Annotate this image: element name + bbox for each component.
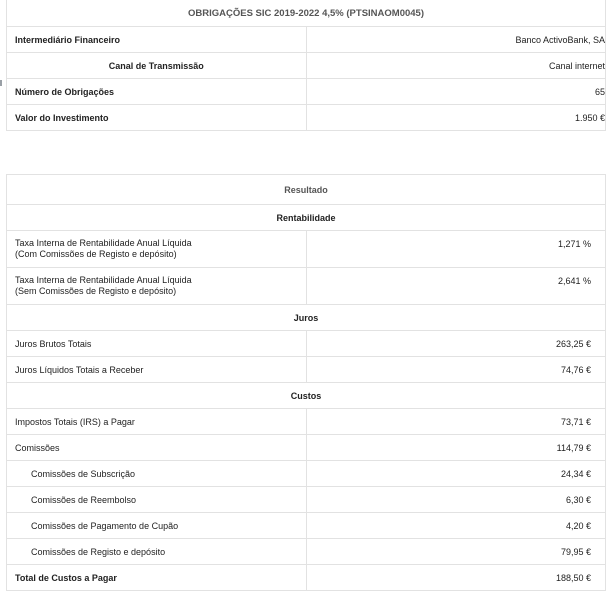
tir-with-fees-value: 1,271 % [306,231,606,268]
section-heading-rentabilidade: Rentabilidade [7,205,606,231]
subscription-fee-label: Comissões de Subscrição [7,461,307,487]
table-row [7,105,606,131]
summary-label-bond-count: Número de Obrigações [7,79,307,105]
tir-without-fees-label [7,268,307,305]
summary-value-bond-count: 65 [306,79,606,105]
redemption-fee-label: Comissões de Reembolso [7,487,307,513]
table-row [7,231,606,268]
table-row [7,539,606,565]
table-row [7,331,606,357]
taxes-label: Impostos Totais (IRS) a Pagar [7,409,307,435]
table-row [7,409,606,435]
tir-with-fees-label [7,231,307,268]
bond-summary-table [6,0,606,131]
table-row [7,357,606,383]
summary-value-channel: Canal internet [306,53,606,79]
table-row [7,435,606,461]
table-row [7,268,606,305]
table-row [7,565,606,591]
tir-with-fees-line2: (Com Comissões de Registo e depósito) [15,249,177,259]
result-title-row [7,175,606,205]
tir-without-fees-value: 2,641 % [306,268,606,305]
section-row-rentabilidade [7,205,606,231]
table-row [7,79,606,105]
fees-label: Comissões [7,435,307,461]
coupon-fee-label: Comissões de Pagamento de Cupão [7,513,307,539]
table-row [7,487,606,513]
section-row-juros [7,305,606,331]
table-row [7,461,606,487]
summary-label-channel: Canal de Transmissão [7,53,307,79]
custody-fee-value: 79,95 € [306,539,606,565]
section-heading-juros: Juros [7,305,606,331]
section-heading-custos: Custos [7,383,606,409]
summary-label-intermediary: Intermediário Financeiro [7,27,307,53]
redemption-fee-value: 6,30 € [306,487,606,513]
tir-without-fees-line1: Taxa Interna de Rentabilidade Anual Líquida [15,275,192,285]
gross-interest-label: Juros Brutos Totais [7,331,307,357]
net-interest-label: Juros Líquidos Totais a Receber [7,357,307,383]
net-interest-value: 74,76 € [306,357,606,383]
summary-label-investment: Valor do Investimento [7,105,307,131]
summary-title-row [7,0,606,27]
scroll-edge-marker [0,80,2,86]
tir-with-fees-line1: Taxa Interna de Rentabilidade Anual Líquida [15,238,192,248]
result-table [6,174,606,591]
section-row-custos [7,383,606,409]
result-title: Resultado [7,175,606,205]
custody-fee-label: Comissões de Registo e depósito [7,539,307,565]
page-title: OBRIGAÇÕES SIC 2019-2022 4,5% (PTSINAOM0045) [7,0,606,27]
fees-value: 114,79 € [306,435,606,461]
coupon-fee-value: 4,20 € [306,513,606,539]
summary-value-intermediary: Banco ActivoBank, SA [306,27,606,53]
gross-interest-value: 263,25 € [306,331,606,357]
table-row [7,513,606,539]
taxes-value: 73,71 € [306,409,606,435]
subscription-fee-value: 24,34 € [306,461,606,487]
table-row [7,53,606,79]
tir-without-fees-line2: (Sem Comissões de Registo e depósito) [15,286,177,296]
summary-value-investment: 1.950 € [306,105,606,131]
total-costs-label: Total de Custos a Pagar [7,565,307,591]
table-row [7,27,606,53]
total-costs-value: 188,50 € [306,565,606,591]
